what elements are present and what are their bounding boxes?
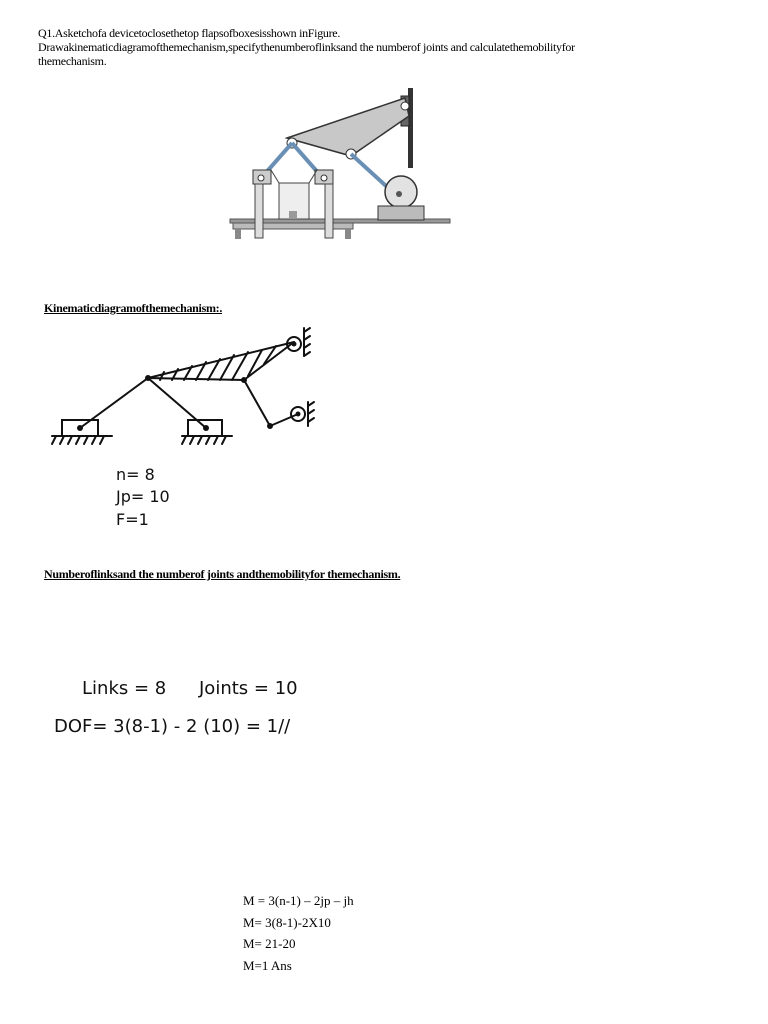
question-line-2: Drawakinematicdiagramofthemechanism,specifythenumberoflinksand the numberof joints and calculatethemobilityfor [38,40,575,54]
equation-line-3: M= 21-20 [243,936,296,951]
handwritten-values [116,462,236,537]
hand-links: Links = 8 [82,678,167,699]
equation-line-4: M=1 Ans [243,957,292,973]
links-joints-heading: Numberoflinksand the numberof joints andthemobilityfor themechanism. [44,567,401,581]
hand-f: F=1 [116,510,149,529]
mobility-equations [243,890,354,976]
handwritten-counts [54,672,314,744]
hand-n: n= 8 [116,465,155,484]
kinematic-diagram-heading: Kinematicdiagramofthemechanism:. [44,301,223,315]
hand-joints: Joints = 10 [199,678,298,699]
mechanism-sketch-figure [225,88,455,243]
equation-line-1: M = 3(n-1) – 2jp – jh [243,893,354,908]
hand-dof: DOF= 3(8-1) - 2 (10) = 1// [54,716,291,737]
question-line-1: Q1.Asketchofa devicetoclosethetop flapsofboxesisshown inFigure. [38,26,341,40]
kinematic-diagram-sketch [50,322,320,452]
hand-jp: Jp= 10 [116,487,170,506]
question-line-3: themechanism. [38,54,107,68]
question-text [38,26,738,68]
equation-line-2: M= 3(8-1)-2X10 [243,914,331,930]
